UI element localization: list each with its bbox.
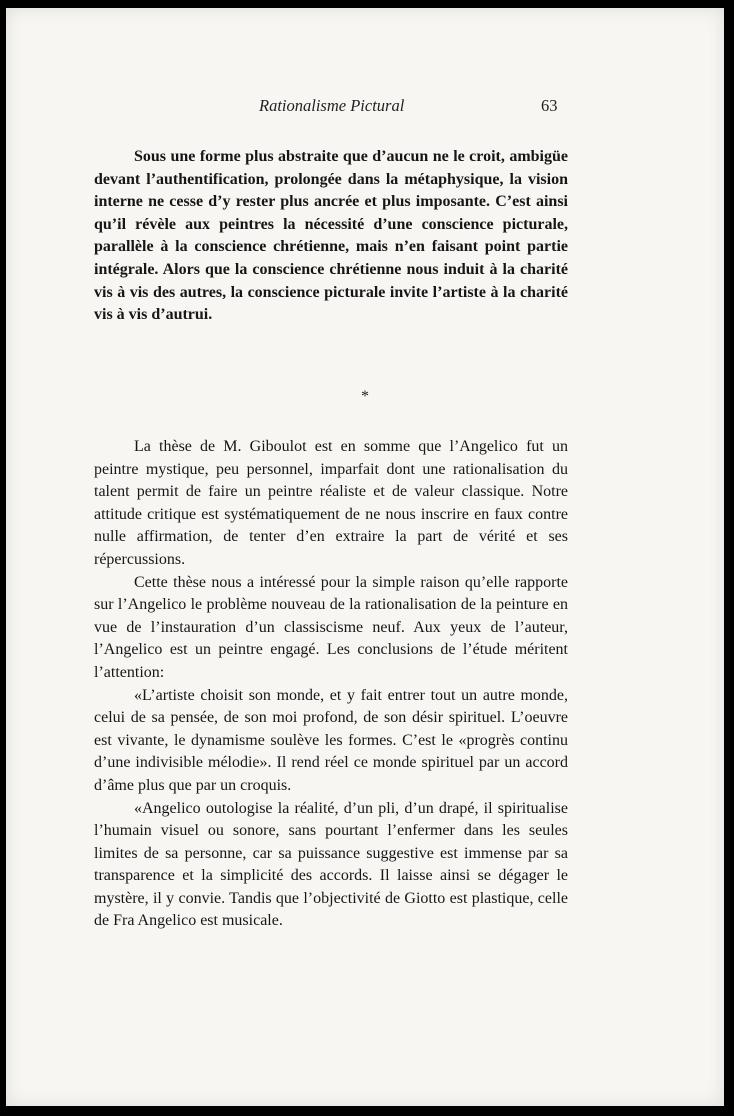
running-header <box>259 96 546 116</box>
text-block-top <box>94 146 568 327</box>
paragraph: Sous une forme plus abstraite que d’aucun ne le croit, ambigüe devant l’authentification, prolongée dans la métaphysique, la vision interne ne cesse d’y rester plus ancrée et plus imposante. C’est ainsi qu’il révèle aux peintres la nécessité d’une conscience picturale, parallèle à la conscience chrétienne, mais n’en faisant point partie intégrale. Alors que la conscience chrétienne nous induit à la charité vis à vis des autres, la conscience picturale invite l’artiste à la charité vis à vis d’autrui. <box>94 148 568 324</box>
section-separator: * <box>361 388 369 405</box>
book-page <box>6 8 724 1106</box>
paragraph: La thèse de M. Giboulot est en somme que l’Angelico fut un peintre mystique, peu personnel, imparfait dont une rationalisation du talent permit de faire un peintre réaliste et de valeur classique. Notre attitude critique est systématiquement de ne nous inscrire en faux contre nulle affirmation, de tenter d’en extraire la part de vérité et ses répercussions. <box>94 438 568 568</box>
paragraph: Cette thèse nous a intéressé pour la simple raison qu’elle rapporte sur l’Angelico le problème nouveau de la rationalisation de la peinture en vue de l’instauration d’un classiscisme neuf. Aux yeux de l’auteur, l’Angelico est un peintre engagé. Les conclusions de l’étude méritent l’attention: <box>94 573 568 681</box>
page-number: 63 <box>541 96 558 115</box>
quote-paragraph: «Angelico outologise la réalité, d’un pli, d’un drapé, il spiritualise l’humain visuel ou sonore, sans pourtant l’enfermer dans les seules limites de sa personne, car sa puissance suggestive est immense par sa transparence et la simplicité des accords. Il laisse ainsi se dégager le mystère, il y convie. Tandis que l’objectivité de Giotto est plastique, celle de Fra Angelico est musicale. <box>94 799 568 930</box>
running-title: Rationalisme Pictural <box>259 96 405 115</box>
text-block-bottom <box>94 436 568 933</box>
quote-paragraph: «L’artiste choisit son monde, et y fait entrer tout un autre monde, celui de sa pensée, de son moi profond, de son désir spirituel. L’oeuvre est vivante, le dynamisme soulève les formes. C’est le «progrès continu d’une indivisible mélodie». Il rend réel ce monde spirituel par un accord d’âme plus que par un croquis. <box>94 686 568 794</box>
